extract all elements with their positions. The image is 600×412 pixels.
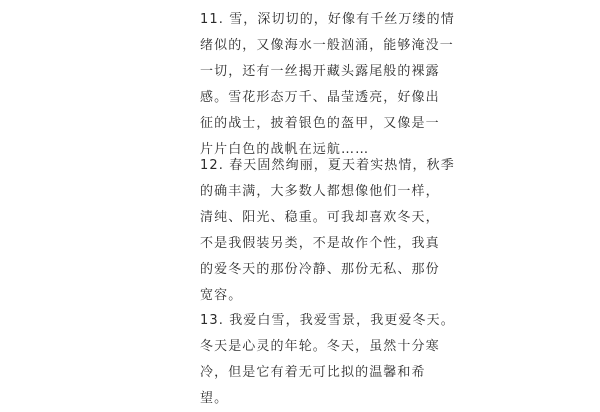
paragraph-line: 12. 春天固然绚丽，夏天着实热情，秋季: [200, 158, 455, 173]
paragraph-line: 的爱冬天的那份冷静、那份无私、那份: [200, 262, 440, 277]
paragraph-line: 感。雪花形态万千、晶莹透亮，好像出: [200, 90, 440, 105]
paragraph-line: 冬天是心灵的年轮。冬天，虽然十分寒: [200, 339, 440, 354]
paragraph-line: 13. 我爱白雪，我爱雪景，我更爱冬天。: [200, 313, 455, 328]
paragraph-line: 冷，但是它有着无可比拟的温馨和希: [200, 365, 426, 380]
paragraph-line: 宽容。: [200, 288, 243, 303]
paragraph-line: 不是我假装另类，不是故作个性，我真: [200, 236, 440, 251]
paragraph-line: 望。: [200, 391, 229, 406]
paragraph-line: 一切，还有一丝揭开藏头露尾般的裸露: [200, 64, 440, 79]
paragraph-line: 征的战士，披着银色的盔甲，又像是一: [200, 116, 440, 131]
paragraph-13: [200, 308, 455, 412]
paragraph-line: 片片白色的战帆在远航……: [200, 142, 370, 157]
paragraph-line: 绪似的，又像海水一般汹涌，能够淹没一: [200, 38, 454, 53]
paragraph-line: 11. 雪，深切切的，好像有千丝万缕的情: [200, 12, 455, 27]
paragraph-line: 的确丰满，大多数人都想像他们一样，: [200, 184, 440, 199]
paragraph-line: 清纯、阳光、稳重。可我却喜欢冬天，: [200, 210, 440, 225]
paragraph-12: [200, 153, 455, 309]
paragraph-11: [200, 7, 455, 163]
